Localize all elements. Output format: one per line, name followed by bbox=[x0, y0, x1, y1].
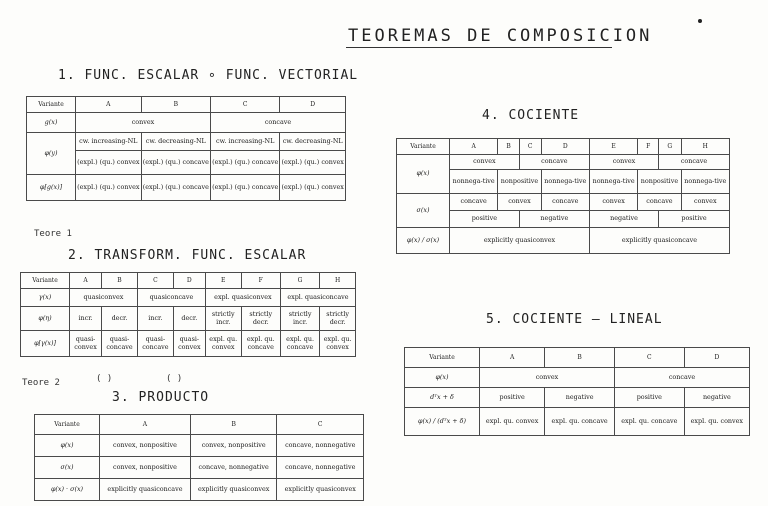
header-h: H bbox=[320, 273, 356, 289]
cell: concave bbox=[659, 155, 730, 170]
cell: expl. qu. convex bbox=[480, 408, 545, 436]
cell: convex, nonpositive bbox=[100, 435, 191, 457]
header-d: D bbox=[173, 273, 205, 289]
cell: cw. decreasing-NL bbox=[141, 133, 210, 151]
cell: expl. qu. convex bbox=[205, 331, 241, 357]
cell: cw. decreasing-NL bbox=[280, 133, 346, 151]
cell: positive bbox=[614, 388, 684, 408]
cell: explicitly quasiconvex bbox=[277, 479, 364, 501]
bracket-mark: ( ) bbox=[166, 374, 183, 384]
section3-heading: 3. PRODUCTO bbox=[112, 390, 210, 405]
cell: negative bbox=[589, 211, 658, 228]
cell: nonnega-tive bbox=[589, 170, 637, 194]
ink-dot bbox=[698, 19, 702, 23]
header-variante: Variante bbox=[405, 348, 480, 368]
cell: expl. qu. convex bbox=[320, 331, 356, 357]
header-c: C bbox=[210, 97, 279, 113]
header-b: B bbox=[498, 139, 519, 155]
cell: quasiconvex bbox=[70, 289, 138, 307]
header-f: F bbox=[638, 139, 659, 155]
row-label-g: g(x) bbox=[27, 113, 76, 133]
row-label-sigma: σ(x) bbox=[397, 194, 450, 228]
cell: expl. qu. concave bbox=[280, 331, 319, 357]
cell: positive bbox=[450, 211, 520, 228]
header-g: G bbox=[280, 273, 319, 289]
row-label-quotient: φ(x) / (dᵀx + δ) bbox=[405, 408, 480, 436]
cell: (expl.) (qu.) convex bbox=[76, 175, 142, 201]
cell: strictly incr. bbox=[205, 307, 241, 331]
cell: decr. bbox=[102, 307, 138, 331]
section5-heading: 5. COCIENTE – LINEAL bbox=[486, 312, 663, 327]
page-title: TEOREMAS DE COMPOSICION bbox=[348, 26, 653, 46]
header-a: A bbox=[70, 273, 102, 289]
header-b: B bbox=[102, 273, 138, 289]
cell: quasi-convex bbox=[173, 331, 205, 357]
cell: concave bbox=[638, 194, 681, 211]
header-c: C bbox=[137, 273, 173, 289]
cell: concave bbox=[614, 368, 749, 388]
cell: nonnega-tive bbox=[541, 170, 589, 194]
cell: quasi-concave bbox=[102, 331, 138, 357]
section4-heading: 4. COCIENTE bbox=[482, 108, 580, 123]
cell: concave bbox=[450, 194, 498, 211]
cell: convex bbox=[450, 155, 520, 170]
header-a: A bbox=[480, 348, 545, 368]
cell: cw. increasing-NL bbox=[76, 133, 142, 151]
cell: nonnega-tive bbox=[681, 170, 729, 194]
header-c: C bbox=[614, 348, 684, 368]
cell: (expl.) (qu.) convex bbox=[280, 175, 346, 201]
theorem-note-1: Teore 1 bbox=[34, 229, 72, 239]
cell: convex bbox=[681, 194, 729, 211]
header-c: C bbox=[277, 415, 364, 435]
cell: concave bbox=[541, 194, 589, 211]
title-underline bbox=[346, 47, 612, 48]
cell: concave, nonnegative bbox=[277, 457, 364, 479]
cell: cw. increasing-NL bbox=[210, 133, 279, 151]
cell: convex bbox=[589, 194, 637, 211]
header-f: F bbox=[241, 273, 280, 289]
cell: positive bbox=[480, 388, 545, 408]
cell: (expl.) (qu.) concave bbox=[210, 151, 279, 175]
cell: strictly decr. bbox=[320, 307, 356, 331]
header-b: B bbox=[141, 97, 210, 113]
row-label-phig: φ[g(x)] bbox=[27, 175, 76, 201]
header-b: B bbox=[190, 415, 277, 435]
row-label: φ(x) bbox=[35, 435, 100, 457]
cell: (expl.) (qu.) concave bbox=[210, 175, 279, 201]
row-label-quotient: φ(x) / σ(x) bbox=[397, 228, 450, 254]
cell: convex bbox=[76, 113, 211, 133]
cell: nonpositive bbox=[638, 170, 681, 194]
cell: explicitly quasiconcave bbox=[100, 479, 191, 501]
cell: expl. quasiconcave bbox=[280, 289, 355, 307]
header-c: C bbox=[519, 139, 541, 155]
row-label: σ(x) bbox=[35, 457, 100, 479]
theorem-note-2: Teore 2 bbox=[22, 378, 60, 388]
cell: explicitly quasiconvex bbox=[190, 479, 277, 501]
cell: positive bbox=[659, 211, 730, 228]
cell: expl. qu. concave bbox=[545, 408, 615, 436]
cell: quasiconcave bbox=[137, 289, 205, 307]
header-g: G bbox=[659, 139, 682, 155]
cell: convex bbox=[480, 368, 615, 388]
cell: incr. bbox=[70, 307, 102, 331]
cell: expl. qu. concave bbox=[241, 331, 280, 357]
bracket-mark: ( ) bbox=[96, 374, 113, 384]
header-h: H bbox=[681, 139, 729, 155]
header-a: A bbox=[450, 139, 498, 155]
cell: explicitly quasiconcave bbox=[589, 228, 729, 254]
header-e: E bbox=[205, 273, 241, 289]
cell: strictly incr. bbox=[280, 307, 319, 331]
header-variante: Variante bbox=[35, 415, 100, 435]
row-label-phi-eta: φ(η) bbox=[21, 307, 70, 331]
header-variante: Variante bbox=[21, 273, 70, 289]
header-d: D bbox=[280, 97, 346, 113]
row-label-phi: φ(x) bbox=[405, 368, 480, 388]
section1-heading: 1. FUNC. ESCALAR ∘ FUNC. VECTORIAL bbox=[58, 68, 359, 83]
cell: nonpositive bbox=[498, 170, 541, 194]
cell: concave, nonnegative bbox=[190, 457, 277, 479]
cell: incr. bbox=[137, 307, 173, 331]
row-label-denominator: dᵀx + δ bbox=[405, 388, 480, 408]
cell: concave, nonnegative bbox=[277, 435, 364, 457]
cell: quasi-convex bbox=[70, 331, 102, 357]
table-transform bbox=[20, 272, 356, 357]
header-a: A bbox=[76, 97, 142, 113]
cell: negative bbox=[519, 211, 589, 228]
cell: expl. qu. concave bbox=[614, 408, 684, 436]
cell: (expl.) (qu.) concave bbox=[141, 151, 210, 175]
table-product bbox=[34, 414, 364, 501]
cell: convex, nonpositive bbox=[190, 435, 277, 457]
row-label-gamma: γ(x) bbox=[21, 289, 70, 307]
header-e: E bbox=[589, 139, 637, 155]
header-a: A bbox=[100, 415, 191, 435]
table-quotient bbox=[396, 138, 730, 254]
row-label-phi: φ(y) bbox=[27, 133, 76, 175]
header-variante: Variante bbox=[27, 97, 76, 113]
cell: negative bbox=[545, 388, 615, 408]
cell: concave bbox=[210, 113, 345, 133]
cell: expl. quasiconvex bbox=[205, 289, 280, 307]
cell: (expl.) (qu.) convex bbox=[76, 151, 142, 175]
cell: convex, nonpositive bbox=[100, 457, 191, 479]
cell: decr. bbox=[173, 307, 205, 331]
cell: nonnega-tive bbox=[450, 170, 498, 194]
row-label: φ(x) · σ(x) bbox=[35, 479, 100, 501]
header-variante: Variante bbox=[397, 139, 450, 155]
cell: quasi-concave bbox=[137, 331, 173, 357]
cell: expl. qu. convex bbox=[684, 408, 749, 436]
cell: strictly decr. bbox=[241, 307, 280, 331]
row-label-phi-gamma: φ[γ(x)] bbox=[21, 331, 70, 357]
table-linear-quotient bbox=[404, 347, 750, 436]
header-b: B bbox=[545, 348, 615, 368]
cell: (expl.) (qu.) convex bbox=[280, 151, 346, 175]
cell: explicitly quasiconvex bbox=[450, 228, 590, 254]
cell: concave bbox=[519, 155, 589, 170]
cell: negative bbox=[684, 388, 749, 408]
row-label-phi: φ(x) bbox=[397, 155, 450, 194]
table-composition bbox=[26, 96, 346, 201]
cell: convex bbox=[498, 194, 541, 211]
cell: (expl.) (qu.) concave bbox=[141, 175, 210, 201]
section2-heading: 2. TRANSFORM. FUNC. ESCALAR bbox=[68, 248, 307, 263]
cell: convex bbox=[589, 155, 658, 170]
header-d: D bbox=[684, 348, 749, 368]
header-d: D bbox=[541, 139, 589, 155]
